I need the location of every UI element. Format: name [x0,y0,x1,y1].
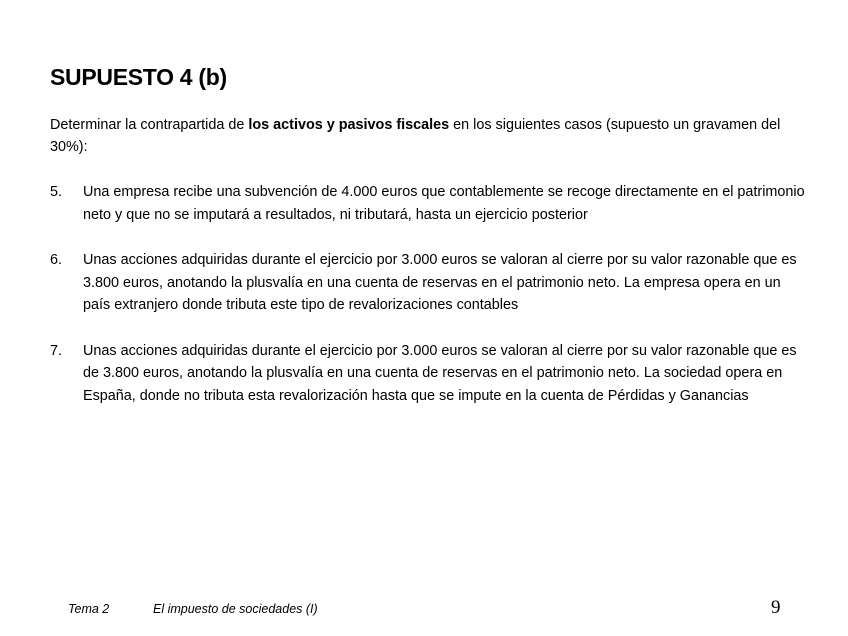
page-number: 9 [771,597,781,618]
intro-text-before: Determinar la contrapartida de [50,117,249,133]
footer-subject: El impuesto de sociedades (I) [153,602,318,616]
case-number: 7. [50,342,63,359]
case-item-5 [50,181,810,226]
case-number: 6. [50,252,63,268]
case-item-7 [50,340,810,408]
slide-title: SUPUESTO 4 (b) [50,64,227,90]
case-text: Unas acciones adquiridas durante el ejercicio por 3.000 euros se valoran al cierre por su valor razonable que es 3.800 euros, anotando la plusvalía en una cuenta de reservas en el patrimonio neto. La empresa opera en un país extranjero donde tributa este tipo de revalorizaciones contables [83,252,797,313]
case-item-6 [50,249,810,317]
footer-topic: Tema 2 [68,602,110,616]
intro-text-after: en los siguientes casos (supuesto un gravamen del 30%): [50,117,781,155]
case-text: Unas acciones adquiridas durante el ejercicio por 3.000 euros se valoran al cierre por su valor razonable que es de 3.800 euros, anotando la plusvalía en una cuenta de reservas en el patrimonio neto. La sociedad opera en España, donde no tributa esta revalorización hasta que se impute en la cuenta de Pérdidas y Ganancias [83,342,797,404]
intro-paragraph [50,114,810,158]
cases-list [50,181,810,430]
case-text: Una empresa recibe una subvención de 4.000 euros que contablemente se recoge directamente en el patrimonio neto y que no se imputará a resultados, ni tributará, hasta un ejercicio posterior [83,184,805,223]
case-number: 5. [50,184,63,200]
intro-text-bold: los activos y pasivos fiscales [248,117,450,133]
